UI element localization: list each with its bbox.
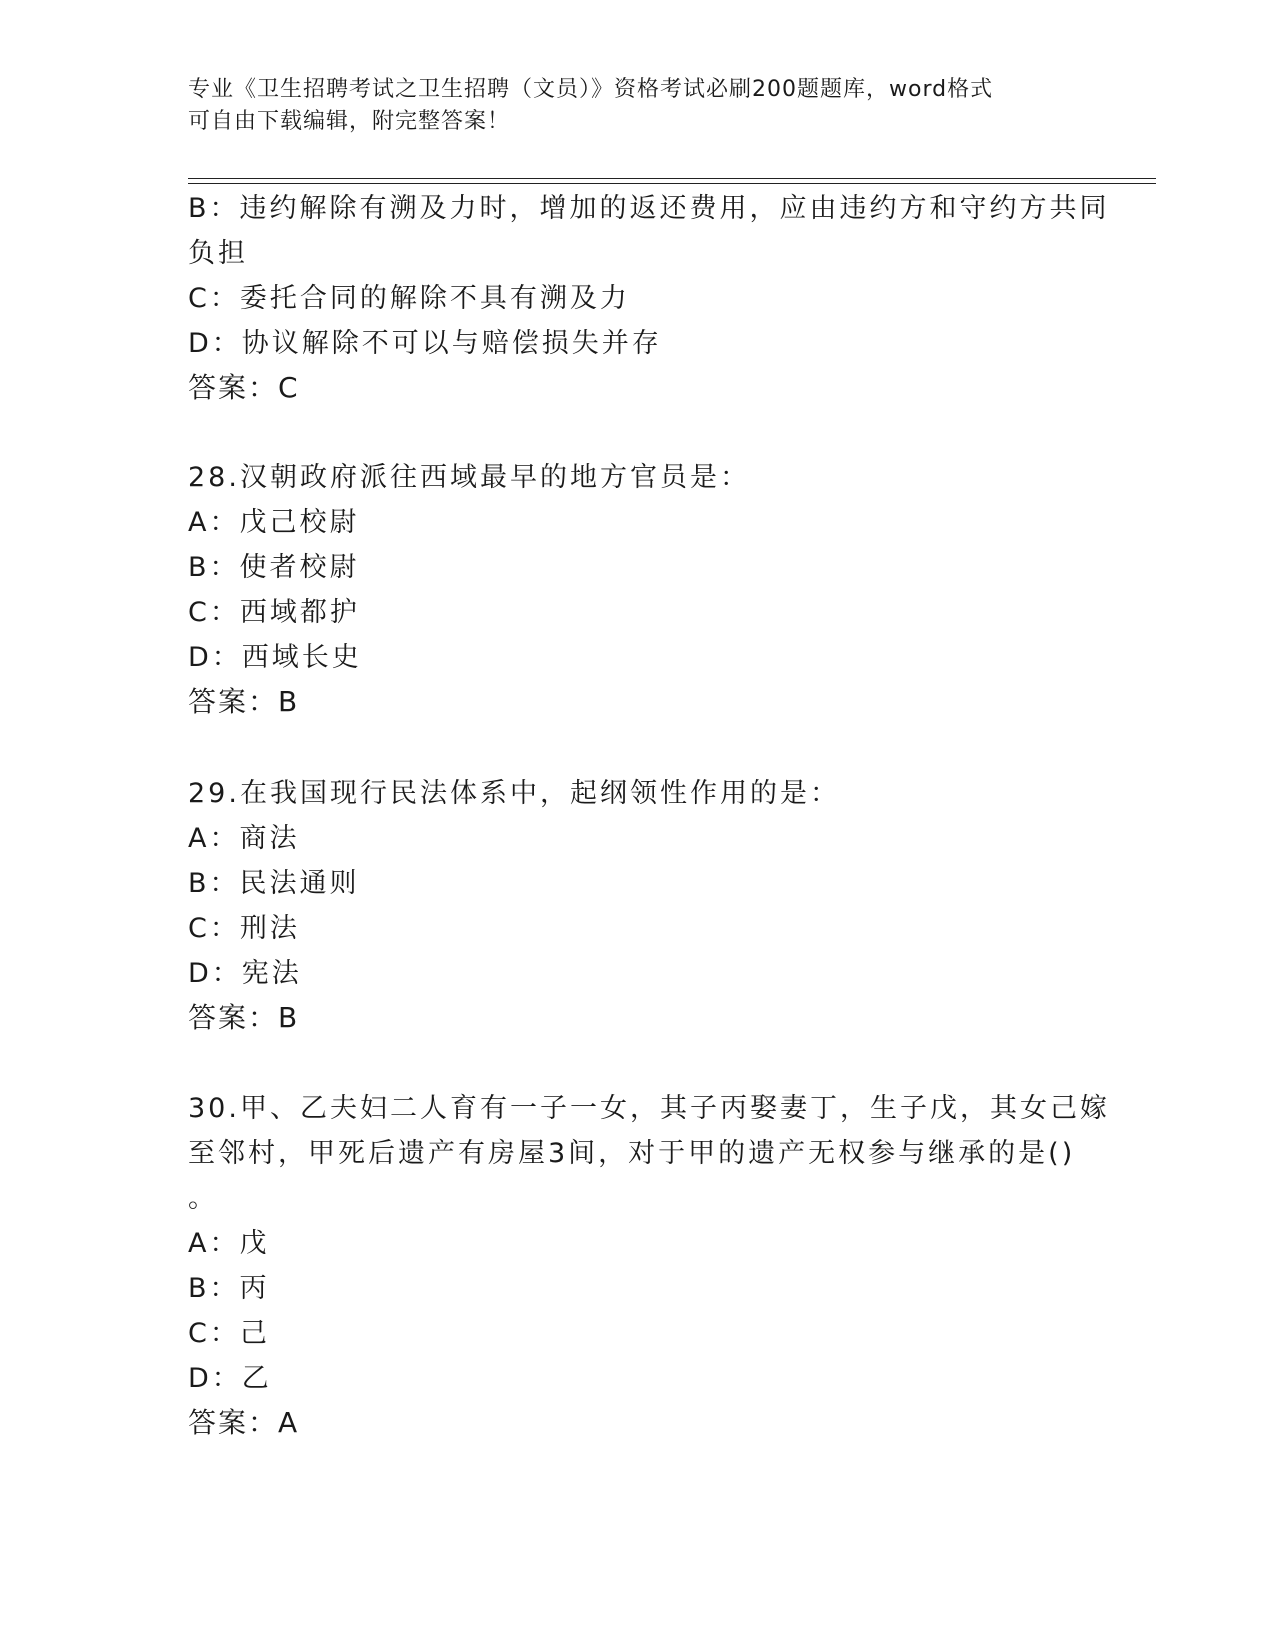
q28-option-a: A：戊己校尉 — [188, 507, 360, 538]
q29-question: 29.在我国现行民法体系中，起纲领性作用的是： — [188, 778, 840, 809]
q30-option-c: C：己 — [188, 1318, 270, 1349]
header-divider-top — [188, 178, 1156, 179]
header-line-2: 可自由下载编辑，附完整答案！ — [188, 109, 511, 134]
q29-option-b: B：民法通则 — [188, 868, 360, 899]
q30-answer: 答案：A — [188, 1406, 300, 1439]
q27-option-b-line1: B：违约解除有溯及力时，增加的返还费用，应由违约方和守约方共同 — [188, 193, 1110, 224]
header-divider-bottom — [188, 183, 1156, 184]
q28-option-b: B：使者校尉 — [188, 552, 360, 583]
q29-option-d: D：宪法 — [188, 958, 302, 989]
q27-option-d: D：协议解除不可以与赔偿损失并存 — [188, 328, 662, 359]
q27-option-c: C：委托合同的解除不具有溯及力 — [188, 283, 630, 314]
q27-answer: 答案：C — [188, 371, 300, 404]
q28-option-c: C：西域都护 — [188, 597, 360, 628]
q30-question-line1: 30.甲、乙夫妇二人育有一子一女，其子丙娶妻丁，生子戊，其女己嫁 — [188, 1093, 1110, 1124]
q30-option-b: B：丙 — [188, 1273, 270, 1304]
q30-question-line2: 至邻村，甲死后遗产有房屋3间，对于甲的遗产无权参与继承的是() — [188, 1138, 1076, 1169]
header-line-1: 专业《卫生招聘考试之卫生招聘（文员）》资格考试必刷200题题库，word格式 — [188, 77, 994, 102]
q29-option-a: A：商法 — [188, 823, 300, 854]
q30-option-a: A：戊 — [188, 1228, 270, 1259]
q30-question-line3: 。 — [188, 1183, 218, 1214]
q28-option-d: D：西域长史 — [188, 642, 362, 673]
document-header — [188, 74, 1068, 138]
q27-option-b-line2: 负担 — [188, 238, 248, 269]
q30-option-d: D：乙 — [188, 1363, 272, 1394]
q29-option-c: C：刑法 — [188, 913, 300, 944]
q28-answer: 答案：B — [188, 685, 300, 718]
q28-question: 28.汉朝政府派往西域最早的地方官员是： — [188, 462, 750, 493]
q29-answer: 答案：B — [188, 1001, 300, 1034]
